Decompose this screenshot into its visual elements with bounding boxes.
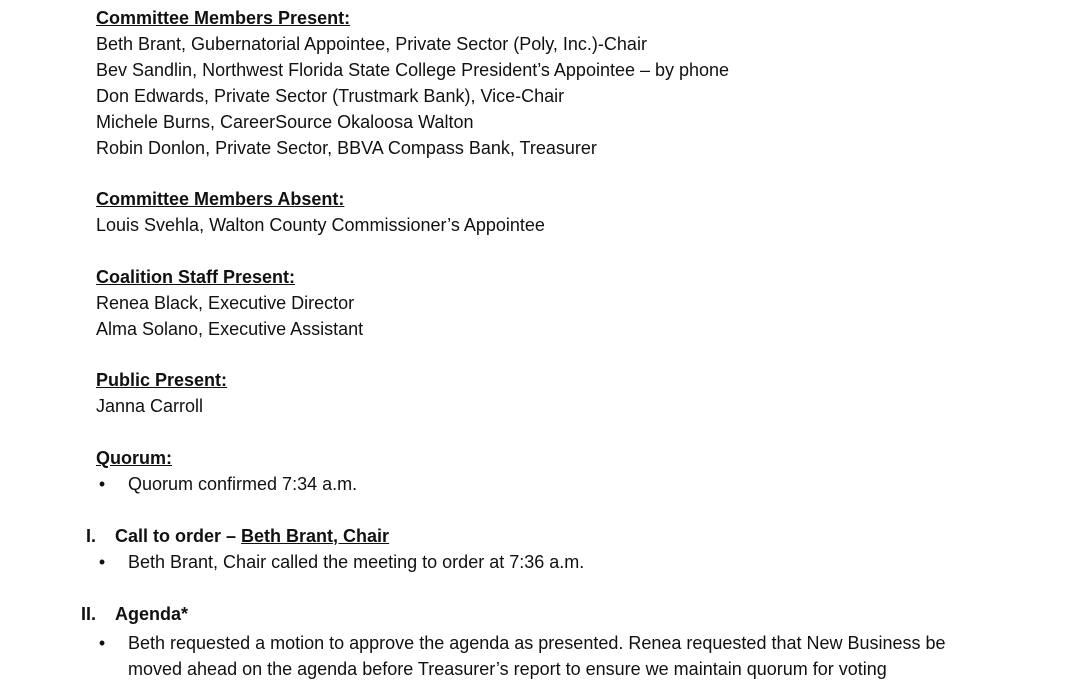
quorum-heading: Quorum: xyxy=(96,448,172,468)
committee-absent-section xyxy=(96,186,545,238)
item-title-chair: Beth Brant, Chair xyxy=(241,526,390,546)
list-item xyxy=(96,549,584,575)
staff-line: Renea Black, Executive Director xyxy=(96,293,355,313)
member-line: Michele Burns, CareerSource Okaloosa Walton xyxy=(96,112,474,132)
list-item xyxy=(96,471,357,497)
agenda-text: Beth requested a motion to approve the agenda as presented. Renea requested that New Business be moved ahead on the agenda before Treasurer’s report to ensure we maintain quorum for voting xyxy=(128,633,946,679)
member-line: Beth Brant, Gubernatorial Appointee, Private Sector (Poly, Inc.)-Chair xyxy=(96,34,647,54)
item-number: II. xyxy=(80,604,96,624)
item-heading-call-to-order xyxy=(78,523,389,549)
committee-absent-heading: Committee Members Absent: xyxy=(96,189,345,209)
committee-present-section xyxy=(96,5,729,161)
item-number: I. xyxy=(85,526,96,546)
public-line: Janna Carroll xyxy=(96,396,204,416)
agenda-section xyxy=(96,630,996,682)
member-line: Louis Svehla, Walton County Commissioner’s Appointee xyxy=(96,215,545,235)
quorum-text: Quorum confirmed 7:34 a.m. xyxy=(128,474,358,494)
item-title: Call to order – xyxy=(115,526,242,546)
call-to-order-section xyxy=(96,549,584,575)
committee-present-heading: Committee Members Present: xyxy=(96,8,351,28)
quorum-section xyxy=(96,445,357,497)
public-present-heading: Public Present: xyxy=(96,370,228,390)
bullet-icon: • xyxy=(98,552,106,572)
staff-line: Alma Solano, Executive Assistant xyxy=(96,319,364,339)
item-heading-agenda xyxy=(76,601,188,627)
bullet-icon: • xyxy=(98,474,106,494)
member-line: Don Edwards, Private Sector (Trustmark Bank), Vice-Chair xyxy=(96,86,565,106)
member-line: Robin Donlon, Private Sector, BBVA Compass Bank, Treasurer xyxy=(96,138,597,158)
call-to-order-text: Beth Brant, Chair called the meeting to order at 7:36 a.m. xyxy=(128,552,585,572)
item-title: Agenda* xyxy=(115,604,189,624)
bullet-icon: • xyxy=(98,633,106,653)
list-item xyxy=(96,630,996,682)
staff-present-heading: Coalition Staff Present: xyxy=(96,267,296,287)
staff-present-section xyxy=(96,264,363,342)
member-line: Bev Sandlin, Northwest Florida State College President’s Appointee – by phone xyxy=(96,60,730,80)
public-present-section xyxy=(96,367,227,419)
